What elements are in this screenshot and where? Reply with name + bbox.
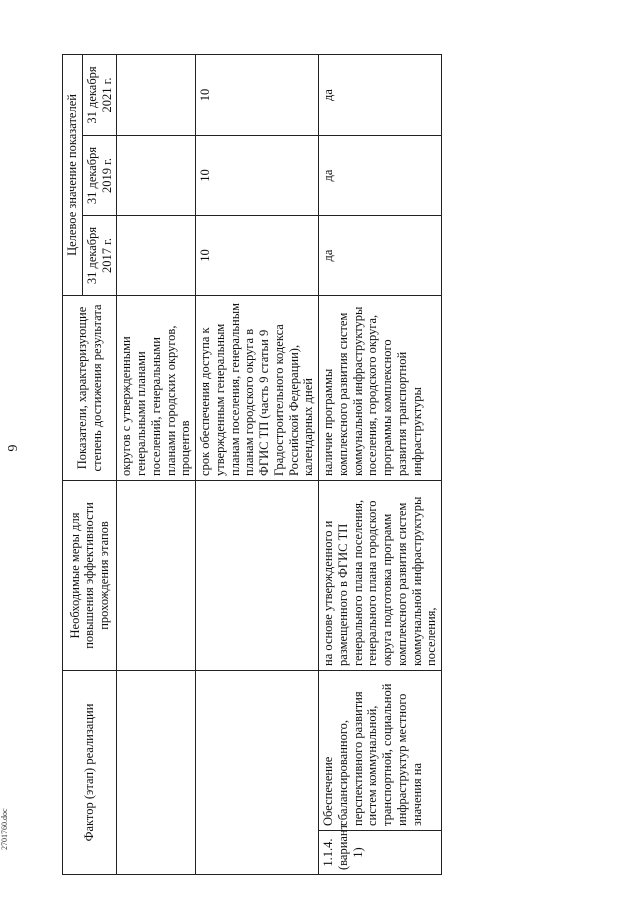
empty-cell [117, 135, 196, 215]
value-2017: 10 [196, 215, 319, 295]
indicator-text: наличие программы комплексного развития систем коммунальной инфраструктуры поселения, городского округа, программы комплексного развития транспортной инфраструктуры [319, 295, 442, 480]
header-year-2019: 31 декабря 2019 г. [82, 135, 117, 215]
table-row-continued-b [196, 54, 319, 874]
indicators-table [62, 54, 442, 875]
empty-cell [117, 480, 196, 670]
measures-text: на основе утвержденного и размещенного в ФГИС ТП генерального плана поселения, генерального плана городского округа подготовка программ комплексного развития систем коммунальной инфраструктуры поселения, [319, 480, 442, 670]
header-target: Целевое значение показателей [63, 54, 83, 295]
empty-cell [117, 54, 196, 135]
value-2019: 10 [196, 135, 319, 215]
rotated-table-wrapper [62, 55, 590, 875]
header-year-2017: 31 декабря 2017 г. [82, 215, 117, 295]
value-2017: да [319, 215, 442, 295]
header-measures: Необходимые меры для повышения эффективности прохождения этапов [63, 480, 117, 670]
empty-cell [196, 670, 319, 830]
value-2021: да [319, 54, 442, 135]
header-factor: Фактор (этап) реализации [63, 670, 117, 874]
table-row-114 [319, 54, 442, 874]
page-number: 6 [4, 444, 19, 452]
indicator-cont-b: срок обеспечения доступа к утвержденным генеральным планам поселения, генеральным планам городского округа в ФГИС ТП (часть 9 статьи 9 Градостроительного кодекса Российской Федерации), календарных дней [196, 295, 319, 480]
row-number: 1.1.4. (вариант 1) [319, 831, 442, 875]
empty-cell [117, 670, 196, 830]
indicator-cont-a: округов с утвержденными генеральными планами поселений, генеральными планами городских округов, процентов [117, 295, 196, 480]
empty-cell [196, 480, 319, 670]
table-row-continued-a [117, 54, 196, 874]
footer-code: 2701760.doc [0, 808, 9, 850]
empty-cell [117, 831, 196, 875]
header-row-1 [63, 54, 83, 874]
empty-cell [196, 831, 319, 875]
empty-cell [117, 215, 196, 295]
header-indicators: Показатели, характеризующие степень достижения результата [63, 295, 117, 480]
value-2021: 10 [196, 54, 319, 135]
header-year-2021: 31 декабря 2021 г. [82, 54, 117, 135]
factor-text: Обеспечение сбалансированного, перспективного развития систем коммунальной, транспортной, социальной инфраструктур местного значения на [319, 670, 442, 830]
value-2019: да [319, 135, 442, 215]
